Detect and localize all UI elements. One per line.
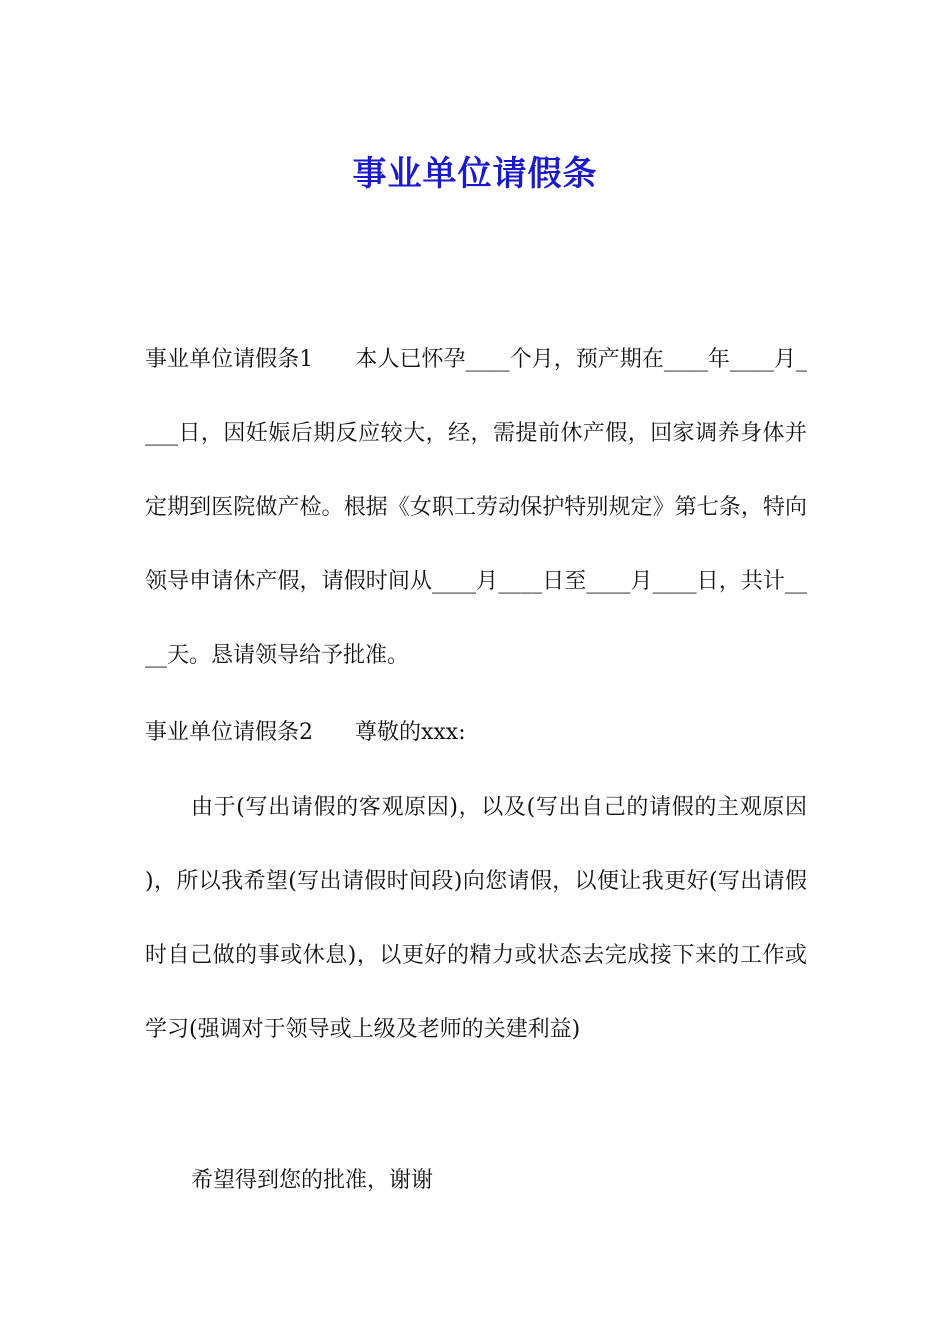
section-2-heading: 事业单位请假条2	[145, 720, 313, 745]
body-paragraph: 由于(写出请假的客观原因)，以及(写出自己的请假的主观原因 )，所以我希望(写出请假时间段)向您请假，以便让我更好(写出请假时自己做的事或休息)，以更好的精力或状态去完成接下来的工作或学习(强调对于领导或上级及老师的关建利益)	[145, 795, 807, 1042]
document-title: 事业单位请假条	[352, 153, 598, 194]
section-1	[145, 323, 807, 693]
section-1-heading: 事业单位请假条1	[145, 347, 314, 372]
section-2-salutation: 尊敬的xxx:	[354, 720, 466, 745]
closing-paragraph: 希望得到您的批准，谢谢	[191, 1168, 434, 1193]
section-2	[145, 696, 807, 770]
section-1-text: 本人已怀孕____个月，预产期在____年____月____日，因妊娠后期反应较大，经，需提前休产假，回家调养身体并定期到医院做产检。根据《女职工劳动保护特别规定》第七条，特向领导申请休产假，请假时间从____月____日至____月____日，共计____天。恳请领导给予批准。	[145, 347, 807, 668]
